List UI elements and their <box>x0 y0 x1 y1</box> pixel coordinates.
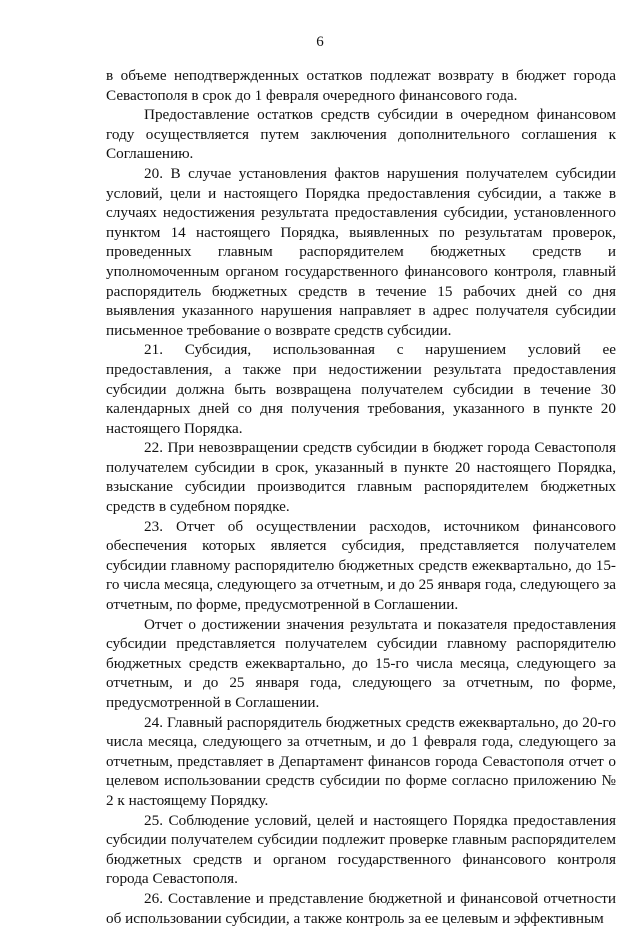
paragraph-remaining-funds: Предоставление остатков средств субсидии в очередном финансовом году осуществляется путем заключения дополнительного соглашения к Соглашению. <box>106 106 616 163</box>
paragraph-item-23: 23. Отчет об осуществлении расходов, источником финансового обеспечения которых является субсидия, представляется получателем субсидии главному распорядителю бюджетных средств ежеквартально, до 15-го числа месяца, следующего за отчетным, и до 25 января года, следующего за отчетным, по форме, предусмотренной в Соглашении. <box>106 517 616 614</box>
body-text <box>106 66 616 928</box>
paragraph-continuation: в объеме неподтвержденных остатков подлежат возврату в бюджет города Севастополя в срок до 1 февраля очередного финансового года. <box>106 67 616 104</box>
page-number: 6 <box>316 34 324 50</box>
paragraph-item-22: 22. При невозвращении средств субсидии в бюджет города Севастополя получателем субсидии в срок, указанный в пункте 20 настоящего Порядка, взыскание субсидии производится главным распорядителем бюджетных средств в судебном порядке. <box>106 439 616 516</box>
paragraph-item-24: 24. Главный распорядитель бюджетных средств ежеквартально, до 20-го числа месяца, следующего за отчетным, и до 1 февраля года, следующего за отчетным, представляет в Департамент финансов города Севастополя отчет о целевом использовании средств субсидии по форме согласно приложению № 2 к настоящему Порядку. <box>106 713 616 809</box>
paragraph-item-26: 26. Составление и представление бюджетной и финансовой отчетности об использовании субсидии, а также контроль за ее целевым и эффективным <box>106 889 616 927</box>
paragraph-item-25: 25. Соблюдение условий, целей и настоящего Порядка предоставления субсидии получателем субсидии подлежит проверке главным распорядителем бюджетных средств и органом государственного финансового контроля города Севастополя. <box>106 811 616 888</box>
paragraph-item-20: 20. В случае установления фактов нарушения получателем субсидии условий, цели и настоящего Порядка предоставления субсидии, а также в случаях недостижения результата предоставления субсидии, установленного пунктом 14 настоящего Порядка, выявленных по результатам проверок, проведенных главным распорядителем бюджетных средств и уполномоченным органом государственного финансового контроля, главный распорядитель бюджетных средств в течение 15 рабочих дней со дня выявления указанного нарушения направляет в адрес получателя субсидии письменное требование о возврате средств субсидии. <box>106 164 616 339</box>
paragraph-result-report: Отчет о достижении значения результата и показателя предоставления субсидии представляется получателем субсидии главному распорядителю бюджетных средств ежеквартально, до 15-го числа месяца, следующего за отчетным, и до 25 января года, следующего за отчетным, по форме, предусмотренной в Соглашении. <box>106 615 616 711</box>
paragraph-item-21: 21. Субсидия, использованная с нарушением условий ее предоставления, а также при недостижении результата предоставления субсидии должна быть возвращена получателем субсидии в течение 30 календарных дней со дня получения требования, указанного в пункте 20 настоящего Порядка. <box>106 341 616 437</box>
